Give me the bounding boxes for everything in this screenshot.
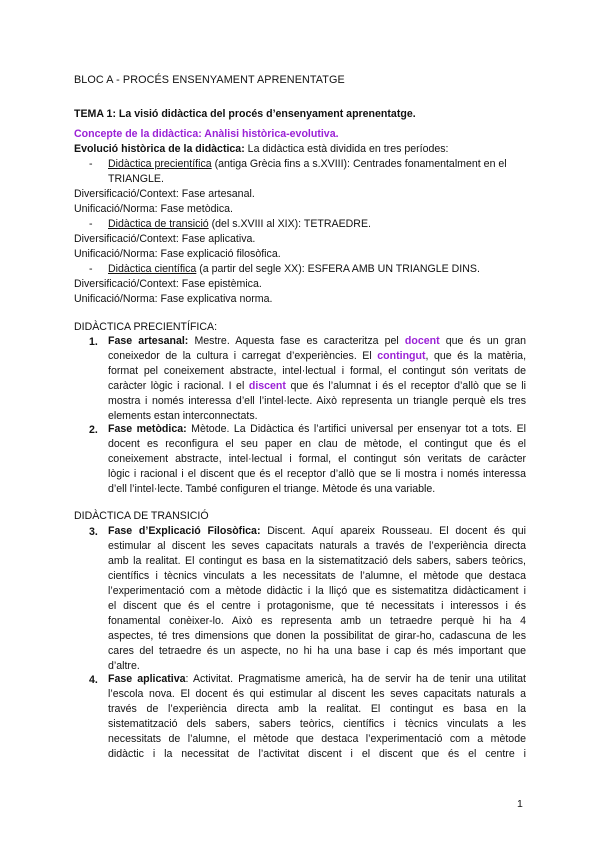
- item-2-line-2: docent es reconfigura el seu paper en clau de mètode, el contingut que és el: [108, 438, 526, 450]
- item-4-line-3: través de l’experiència directa amb la realitat. El contingut es basa en la: [108, 703, 526, 715]
- period-3-div: Diversificació/Context: Fase epistèmica.: [74, 278, 262, 290]
- keyword-docent: docent: [404, 335, 440, 347]
- section-transicio: DIDÀCTICA DE TRANSICIÓ: [74, 510, 209, 522]
- item-3-line-7: fonamental conèixer-lo. Això es representa amb un tetraedre perquè hi ha 4: [108, 615, 526, 627]
- period-2: [108, 218, 371, 231]
- evolucio-line: [74, 143, 449, 156]
- item-1-number: 1.: [89, 336, 98, 348]
- keyword-discent: discent: [248, 380, 286, 392]
- keyword-contingut: contingut: [377, 350, 426, 362]
- period-1-rest: (antiga Grècia fins a s.XVIII): Centrades fonamentalment en el: [211, 158, 507, 170]
- item-3-line-9: cares del tetraedre és un aspecte, no hi ha una base i cap és més important que: [108, 645, 526, 657]
- item-4-line-2: l’escola nova. El docent és qui estimular al discent les seves capacitats naturals a: [108, 688, 526, 700]
- evolucio-rest: La didàctica està dividida en tres períodes:: [244, 143, 449, 155]
- tema-title: TEMA 1: La visió didàctica del procés d’ensenyament aprenentatge.: [74, 108, 416, 120]
- item-1-text-c: coneixedor de la cultura i carregat d’experiències. El: [108, 350, 378, 362]
- item-3-title: Fase d’Explicació Filosòfica:: [108, 525, 261, 537]
- period-dash-3: -: [89, 263, 93, 275]
- item-4-line-4: sistematització dels sabers, sabers teòrics, científics i tècnics vinculats a les: [108, 718, 526, 730]
- item-2-line-4: lògic i racional i el discent que és el receptor d’allò que se li mostra i només interessa: [108, 468, 526, 480]
- page-number: 1: [517, 798, 523, 810]
- item-2-line-5: d’ell l’intel·lecte. També configuren el triange. Mètode és una variable.: [108, 483, 436, 495]
- header-title: BLOC A - PROCÉS ENSENYAMENT APRENENTATGE: [74, 74, 345, 86]
- period-3: [108, 263, 480, 276]
- item-2-title: Fase metòdica:: [108, 423, 187, 435]
- item-1-line-5: mostra i només interessa d’ell l’intel·lecte. Això representa un triangle perquè els tres: [108, 395, 526, 407]
- period-1: [108, 158, 507, 171]
- item-3-line-6: el discent que és el centre i protagonisme, que té necessitats i interessos i és: [108, 600, 526, 612]
- item-4-line-5: necessitats de l’alumne, el mètode que destaca l’experimentació com a mètode: [108, 733, 526, 745]
- item-3-line-5: l’experimentació com a mètode didàctic i la lliçó que es sistematitza didàcticament i: [108, 585, 526, 597]
- item-3-line-1: [108, 524, 526, 539]
- period-1-cont: TRIANGLE.: [108, 173, 164, 185]
- item-3-line-3: amb la realitat. El contingut es basa en la sistematització dels sabers, sabers teòrics,: [108, 555, 526, 567]
- period-3-name: Didàctica científica: [108, 263, 197, 275]
- item-1-line-6: elements estan interconnectats.: [108, 410, 258, 422]
- item-2-line-1: [108, 422, 526, 437]
- item-3-number: 3.: [89, 526, 98, 538]
- item-4-line-6: didàctic i la necessitat de l’activitat discent i el discent que és el centre i: [108, 748, 526, 760]
- evolucio-bold: Evolució històrica de la didàctica:: [74, 143, 245, 155]
- section-precientifica: DIDÀCTICA PRECIENTÍFICA:: [74, 321, 218, 333]
- item-1-line-4: [108, 379, 526, 394]
- item-1-title: Fase artesanal:: [108, 335, 189, 347]
- item-3-line-10: d’altre.: [108, 660, 140, 672]
- period-3-rest: (a partir del segle XX): ESFERA AMB UN TRIANGLE DINS.: [196, 263, 480, 275]
- item-3-line-4: científics i tècnics vinculats a les necessitats de l’alumne, el mètode que destaca: [108, 570, 526, 582]
- item-1-line-2: [108, 349, 526, 364]
- item-1-text-b: que és un gran: [439, 335, 526, 347]
- period-2-uni: Unificació/Norma: Fase explicació filosòfica.: [74, 248, 281, 260]
- item-1-line-3: format pel coneixement abstracte, intel·lectual i formal, el contingut són veritats de: [108, 365, 526, 377]
- period-1-name: Didàctica precientífica: [108, 158, 212, 170]
- item-3-line-2: estimular al discent les seves capacitats naturals a través de l’experiència directa: [108, 540, 526, 552]
- period-3-uni: Unificació/Norma: Fase explicativa norma.: [74, 293, 273, 305]
- item-4-line-1: [108, 672, 526, 687]
- period-1-uni: Unificació/Norma: Fase metòdica.: [74, 203, 233, 215]
- period-2-name: Didàctica de transició: [108, 218, 209, 230]
- concepte-heading: Concepte de la didàctica: Anàlisi històrica-evolutiva.: [74, 128, 339, 140]
- item-3-text-a: Discent. Aquí apareix Rousseau. El docent és qui: [260, 525, 526, 537]
- item-4-number: 4.: [89, 674, 98, 686]
- period-1-div: Diversificació/Context: Fase artesanal.: [74, 188, 255, 200]
- item-4-title: Fase aplicativa: [108, 673, 186, 685]
- item-1-line-1: [108, 334, 526, 349]
- item-3-line-8: aspectes, té tres dimensions que donen la possibilitat de girar-ho, cadascuna de les: [108, 630, 526, 642]
- item-2-line-3: coneixement abstracte, intel·lectual i formal, el contingut són veritats de caràcter: [108, 453, 526, 465]
- period-dash-2: -: [89, 218, 93, 230]
- item-1-text-f: que és l’alumnat i és el receptor d’allò que se li: [285, 380, 527, 392]
- period-dash-1: -: [89, 158, 93, 170]
- item-2-number: 2.: [89, 424, 98, 436]
- item-1-text-a: Mestre. Aquesta fase es caracteritza pel: [188, 335, 405, 347]
- item-4-text-a: : Activitat. Pragmatisme americà, ha de servir ha de tenir una utilitat: [185, 673, 526, 685]
- item-1-text-d: , que és la matèria,: [425, 350, 527, 362]
- period-2-rest: (del s.XVIII al XIX): TETRAEDRE.: [208, 218, 371, 230]
- item-1-text-e: caràcter lògic i racional. I el: [108, 380, 249, 392]
- period-2-div: Diversificació/Context: Fase aplicativa.: [74, 233, 256, 245]
- item-2-text-a: Mètode. La Didàctica és l’artifici universal per ensenyar tot a tots. El: [186, 423, 526, 435]
